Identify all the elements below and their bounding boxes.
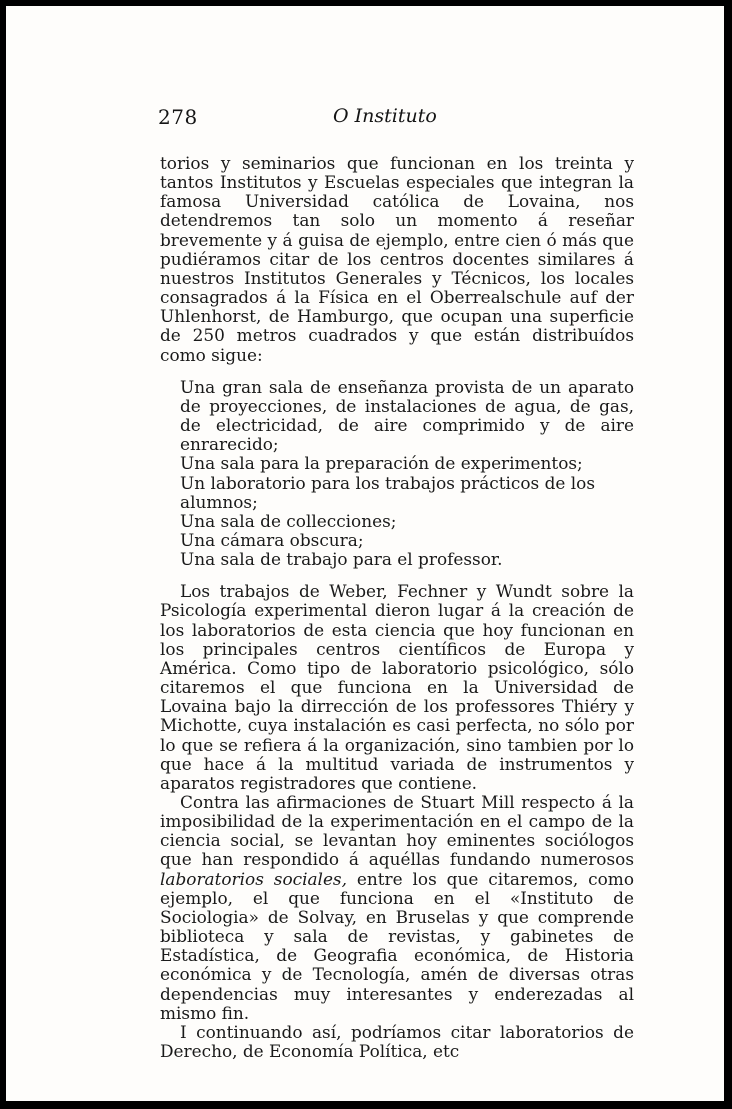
- sociology-text-start: Contra las afirmaciones de Stuart Mill respecto á la imposibilidad de la experimentación en el campo de la ciencia social, se levantan hoy eminentes sociólogos que han respondido á aquéllas fundando numerosos: [160, 792, 634, 870]
- italic-term: laboratorios sociales,: [160, 868, 347, 889]
- page-number: 278: [158, 105, 198, 129]
- sociology-text-end: entre los que citaremos, como ejemplo, el que funciona en el «Instituto de Sociologia» de Solvay, en Bruselas y que comprende biblioteca y sala de revistas, y gabinetes de Estadística, de Geografia económica, de Historia económica y de Tecnología, amén de diversas otras dependencias muy interesantes y enderezadas al mismo fin.: [160, 868, 634, 1023]
- list-item: Una sala de trabajo para el professor.: [180, 549, 503, 570]
- scanned-page: [6, 6, 724, 1101]
- spacer: [160, 365, 634, 378]
- running-title: O Instituto: [333, 105, 437, 127]
- list-item: Una cámara obscura;: [180, 529, 364, 550]
- body-text: [160, 154, 634, 1061]
- paragraph-psychology: Los trabajos de Weber, Fechner y Wundt sobre la Psicología experimental dieron lugar á la creación de los laboratorios de esta ciencia que hoy funcionan en los principales centros científicos de Europa y América. Como tipo de laboratorio psicológico, sólo citaremos el que funciona en la Universidad de Lovaina bajo la dirrección de los professores Thiéry y Michotte, cuya instalación es casi perfecta, no sólo por lo que se refiera á la organización, sino tambien por lo que hace á la multitud variada de instrumentos y aparatos registradores que contiene.: [160, 581, 634, 793]
- list-item: Una sala para la preparación de experimentos;: [180, 453, 583, 474]
- list-item: Una sala de collecciones;: [180, 510, 397, 531]
- list-item: Una gran sala de enseñanza provista de un aparato de proyecciones, de instalaciones de agua, de gas, de electricidad, de aire comprimido y de aire enrarecido;: [180, 376, 634, 455]
- page-header: [158, 105, 638, 133]
- paragraph-sociology: [160, 793, 634, 1023]
- list-item: Un laboratorio para los trabajos prácticos de los alumnos;: [180, 472, 596, 512]
- paragraph-closing: I continuando así, podríamos citar laboratorios de Derecho, de Economía Política, etc: [160, 1021, 634, 1062]
- facilities-list: [160, 378, 634, 570]
- paragraph-intro: torios y seminarios que funcionan en los treinta y tantos Institutos y Escuelas especiales que integran la famosa Universidad católica de Lovaina, nos detendremos tan solo un momento á reseñar brevemente y á guisa de ejemplo, entre cien ó más que pudiéramos citar de los centros docentes similares á nuestros Institutos Generales y Técnicos, los locales consagrados á la Física en el Oberrealschule auf der Uhlenhorst, de Hamburgo, que ocupan una superficie de 250 metros cuadrados y que están distribuídos como sigue:: [160, 153, 634, 365]
